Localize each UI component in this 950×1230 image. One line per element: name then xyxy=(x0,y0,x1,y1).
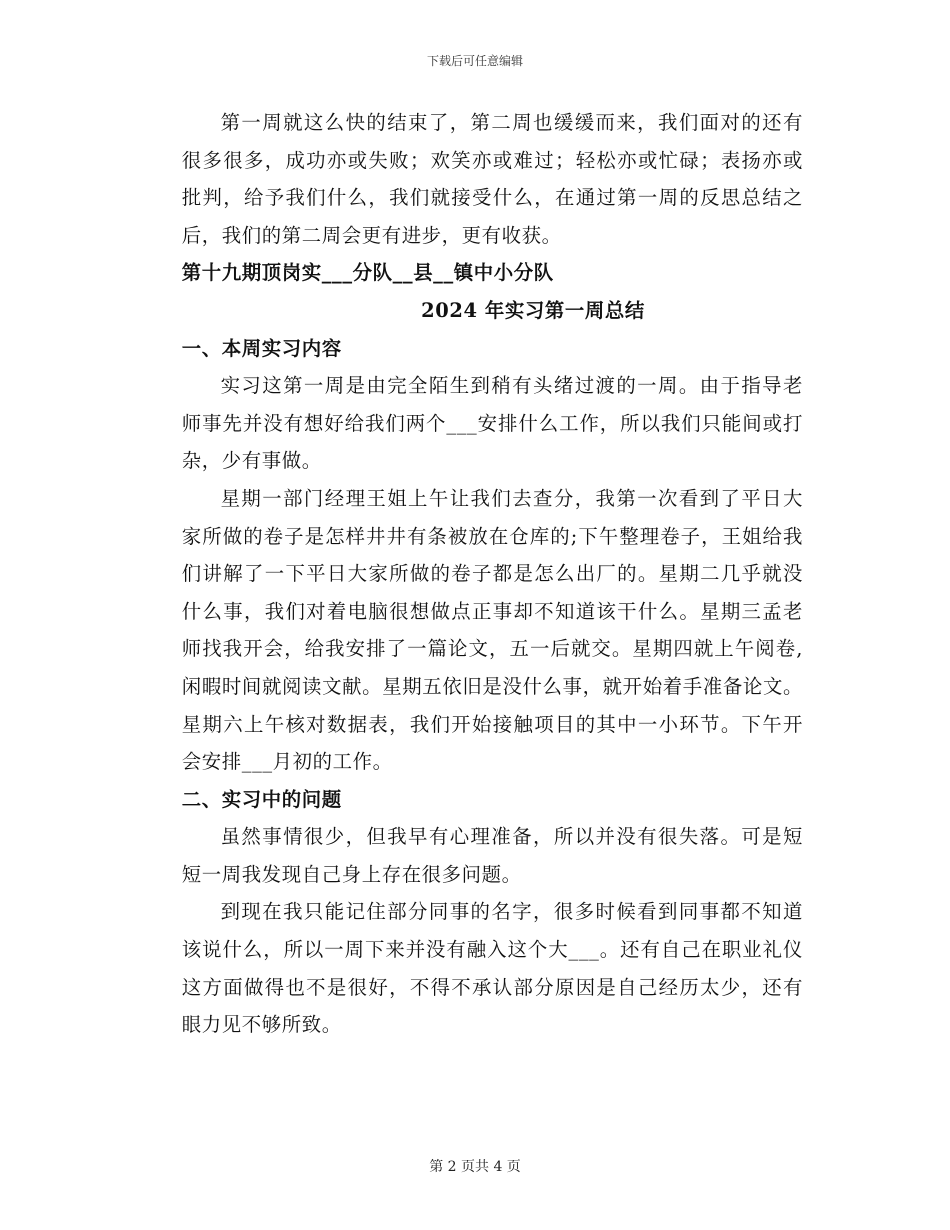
page-footer: 第 2 页共 4 页 xyxy=(429,1159,521,1175)
text-line: 虽然事情很少，但我早有心理准备，所以并没有很失落。可是短 xyxy=(220,825,803,849)
paragraph-1 xyxy=(143,104,803,254)
text-line: 师事先并没有想好给我们两个___安排什么工作，所以我们只能间或打 xyxy=(181,411,803,435)
page-header: 下载后可任意编辑 xyxy=(426,54,523,68)
text-line: 很多很多，成功亦或失败；欢笑亦或难过；轻松亦或忙碌；表扬亦或 xyxy=(181,148,803,172)
paragraph-4 xyxy=(143,818,803,893)
text-line: 星期一部门经理王姐上午让我们去查分，我第一次看到了平日大 xyxy=(220,486,803,510)
text-line: 实习这第一周是由完全陌生到稍有头绪过渡的一周。由于指导老 xyxy=(220,374,803,398)
title-line-2: 2024 年实习第一周总结 xyxy=(421,298,645,322)
section-heading-2: 二、实习中的问题 xyxy=(181,787,342,811)
text-line: 眼力见不够所致。 xyxy=(181,1013,342,1037)
text-line: 师找我开会，给我安排了一篇论文，五一后就交。星期四就上午阅卷, xyxy=(181,637,803,661)
text-line: 第一周就这么快的结束了，第二周也缓缓而来，我们面对的还有 xyxy=(220,111,803,134)
document-body xyxy=(143,104,803,1044)
text-line: 们讲解了一下平日大家所做的卷子都是怎么出厂的。星期二几乎就没 xyxy=(181,562,803,586)
text-line: 闲暇时间就阅读文献。星期五依旧是没什么事，就开始着手准备论文。 xyxy=(181,674,803,698)
paragraph-3 xyxy=(143,480,803,781)
text-line: 短一周我发现自己身上存在很多问题。 xyxy=(181,862,522,886)
text-line: 后，我们的第二周会更有进步，更有收获。 xyxy=(181,223,562,247)
text-line: 会安排___月初的工作。 xyxy=(181,750,393,774)
text-line: 家所做的卷子是怎样井井有条被放在仓库的;下午整理卷子，王姐给我 xyxy=(181,524,803,548)
text-line: 该说什么，所以一周下来并没有融入这个大___。还有自己在职业礼仪 xyxy=(181,938,803,962)
title-line-1: 第十九期顶岗实___分队__县__镇中小分队 xyxy=(181,261,554,285)
paragraph-5 xyxy=(143,893,803,1043)
text-line: 什么事，我们对着电脑很想做点正事却不知道该干什么。星期三孟老 xyxy=(181,599,803,623)
text-line: 杂，少有事做。 xyxy=(181,449,322,473)
text-line: 批判，给予我们什么，我们就接受什么，在通过第一周的反思总结之 xyxy=(181,186,803,210)
text-line: 这方面做得也不是很好，不得不承认部分原因是自己经历太少，还有 xyxy=(181,975,803,999)
paragraph-2 xyxy=(143,367,803,480)
section-heading-1: 一、本周实习内容 xyxy=(181,336,342,360)
text-line: 星期六上午核对数据表，我们开始接触项目的其中一小环节。下午开 xyxy=(181,712,803,736)
text-line: 到现在我只能记住部分同事的名字，很多时候看到同事都不知道 xyxy=(220,900,803,924)
